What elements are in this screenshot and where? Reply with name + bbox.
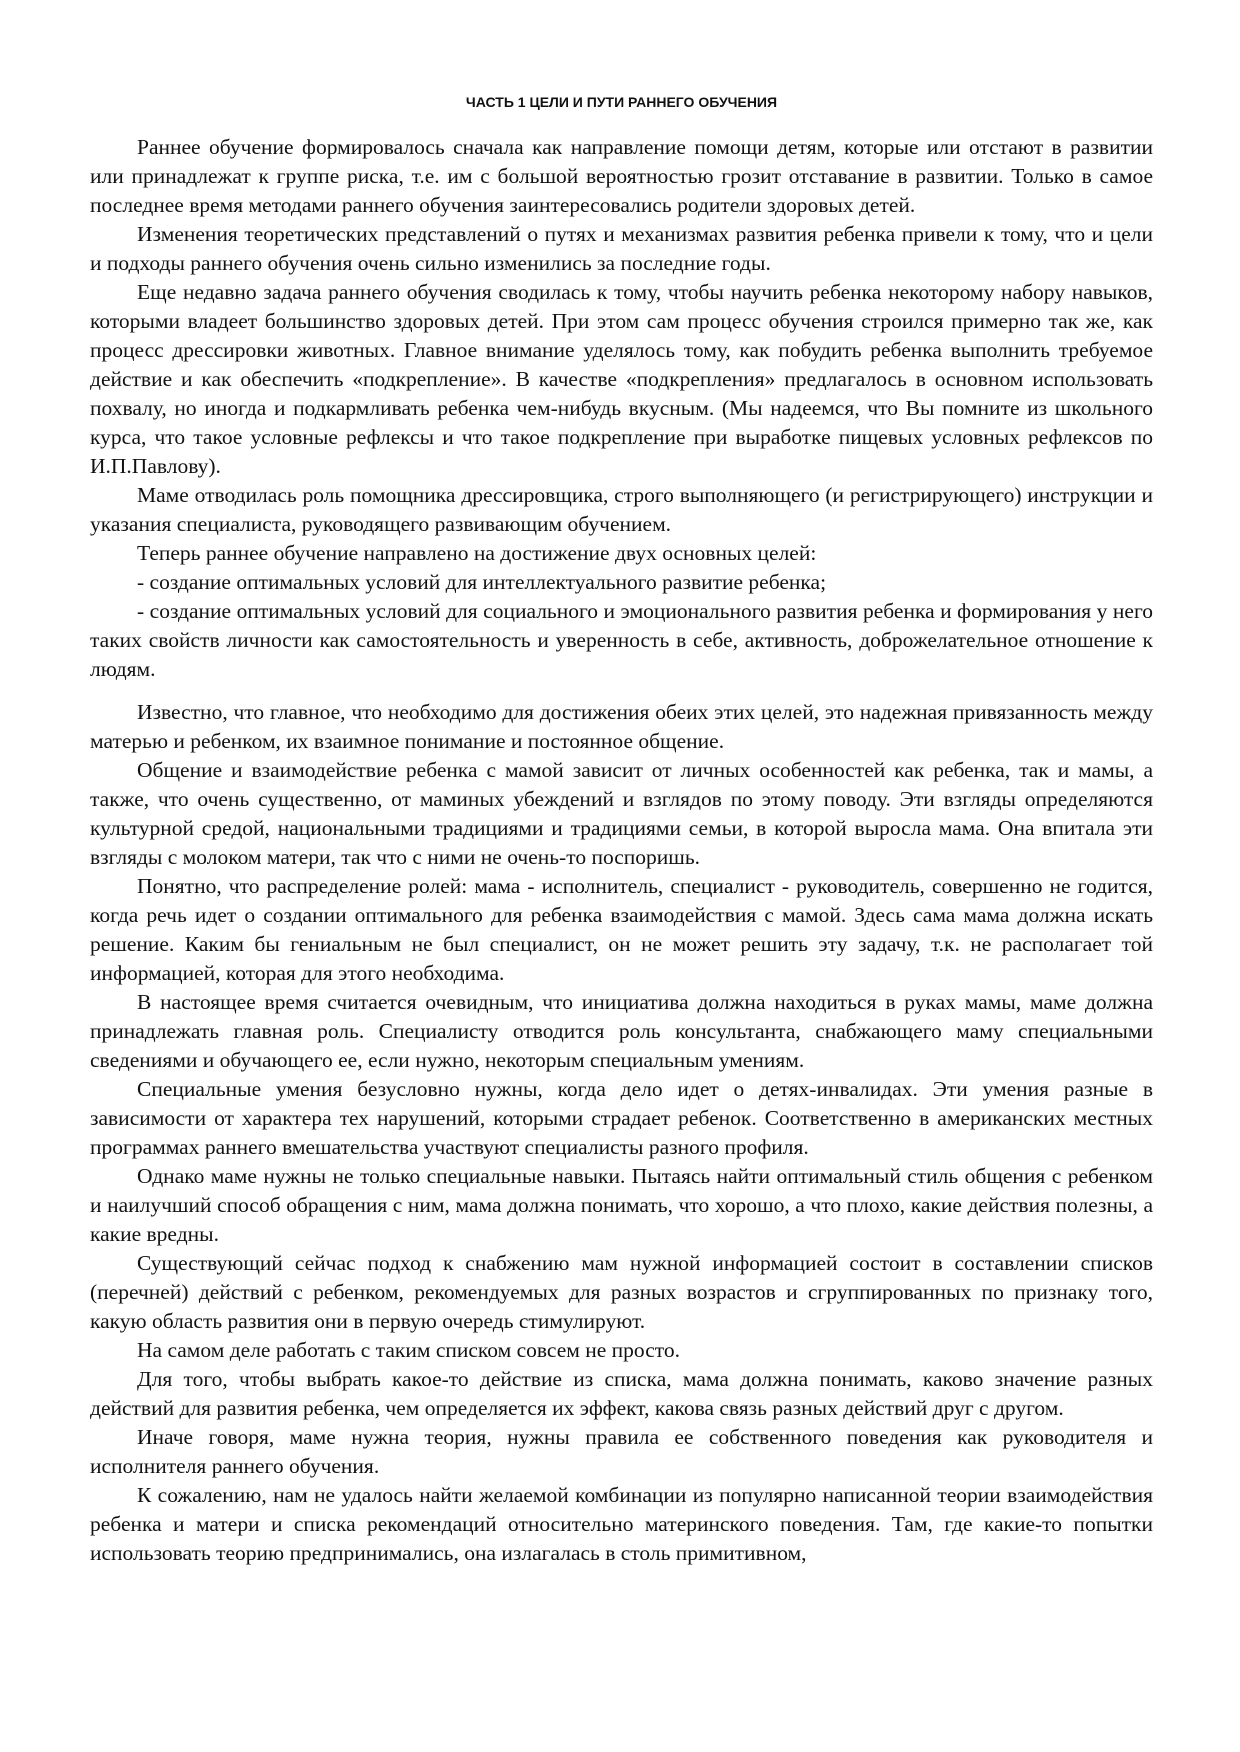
paragraph-gap xyxy=(90,684,1153,698)
list-item: - создание оптимальных условий для интеллектуального развитие ребенка; xyxy=(137,570,827,594)
paragraph: Однако маме нужны не только специальные навыки. Пытаясь найти оптимальный стиль общения с ребенком и наилучший способ обращения с ним, мама должна понимать, что хорошо, а что плохо, какие действия полезны, а какие вредны. xyxy=(90,1164,1153,1246)
paragraph: Маме отводилась роль помощника дрессировщика, строго выполняющего (и регистрирующего) инструкции и указания специалиста, руководящего развивающим обучением. xyxy=(90,483,1153,536)
paragraph: Раннее обучение формировалось сначала как направление помощи детям, которые или отстают в развитии или принадлежат к группе риска, т.е. им с большой вероятностью грозит отставание в развитии. Только в самое последнее время методами раннего обучения заинтересовались родители здоровых детей. xyxy=(90,135,1153,217)
paragraph: К сожалению, нам не удалось найти желаемой комбинации из популярно написанной теории взаимодействия ребенка и матери и списка рекомендаций относительно материнского поведения. Там, где какие-то попытки использовать теорию предпринимались, она излагалась в столь примитивном, xyxy=(90,1483,1153,1565)
paragraph: Теперь раннее обучение направлено на достижение двух основных целей: xyxy=(137,541,817,565)
paragraph: Изменения теоретических представлений о путях и механизмах развития ребенка привели к тому, что и цели и подходы раннего обучения очень сильно изменились за последние годы. xyxy=(90,222,1153,275)
list-item: - создание оптимальных условий для социального и эмоционального развития ребенка и формирования у него таких свойств личности как самостоятельность и уверенность в себе, активность, доброжелательное отношение к людям. xyxy=(90,599,1153,681)
paragraph: Понятно, что распределение ролей: мама - исполнитель, специалист - руководитель, совершенно не годится, когда речь идет о создании оптимального для ребенка взаимодействия с мамой. Здесь сама мама должна искать решение. Каким бы гениальным не был специалист, он не может решить эту задачу, т.к. не располагает той информацией, которая для этого необходима. xyxy=(90,874,1153,985)
paragraph: Иначе говоря, маме нужна теория, нужны правила ее собственного поведения как руководителя и исполнителя раннего обучения. xyxy=(90,1425,1153,1478)
paragraph: В настоящее время считается очевидным, что инициатива должна находиться в руках мамы, маме должна принадлежать главная роль. Специалисту отводится роль консультанта, снабжающего маму специальными сведениями и обучающего ее, если нужно, некоторым специальным умениям. xyxy=(90,990,1153,1072)
document-page xyxy=(90,78,1153,1568)
paragraph: Общение и взаимодействие ребенка с мамой зависит от личных особенностей как ребенка, так и мамы, а также, что очень существенно, от маминых убеждений и взглядов по этому поводу. Эти взгляды определяются культурной средой, национальными традициями и традициями семьи, в которой выросла мама. Она впитала эти взгляды с молоком матери, так что с ними не очень-то поспоришь. xyxy=(90,758,1153,869)
paragraph: Существующий сейчас подход к снабжению мам нужной информацией состоит в составлении списков (перечней) действий с ребенком, рекомендуемых для разных возрастов и сгруппированных по признаку того, какую область развития они в первую очередь стимулируют. xyxy=(90,1251,1153,1333)
paragraph: Еще недавно задача раннего обучения сводилась к тому, чтобы научить ребенка некоторому набору навыков, которыми владеет большинство здоровых детей. При этом сам процесс обучения строился примерно так же, как процесс дрессировки животных. Главное внимание уделялось тому, как побудить ребенка выполнить требуемое действие и как обеспечить «подкрепление». В качестве «подкрепления» предлагалось в основном использовать похвалу, но иногда и подкармливать ребенка чем-нибудь вкусным. (Мы надеемся, что Вы помните из школьного курса, что такое условные рефлексы и что такое подкрепление при выработке пищевых условных рефлексов по И.П.Павлову). xyxy=(90,280,1153,478)
paragraph: Известно, что главное, что необходимо для достижения обеих этих целей, это надежная привязанность между матерью и ребенком, их взаимное понимание и постоянное общение. xyxy=(90,700,1153,753)
paragraph: Специальные умения безусловно нужны, когда дело идет о детях-инвалидах. Эти умения разные в зависимости от характера тех нарушений, которыми страдает ребенок. Соответственно в американских местных программах раннего вмешательства участвуют специалисты разного профиля. xyxy=(90,1077,1153,1159)
paragraph: На самом деле работать с таким списком совсем не просто. xyxy=(137,1338,680,1362)
chapter-title: ЧАСТЬ 1 ЦЕЛИ И ПУТИ РАННЕГО ОБУЧЕНИЯ xyxy=(465,94,778,110)
paragraph: Для того, чтобы выбрать какое-то действие из списка, мама должна понимать, каково значение разных действий для развития ребенка, чем определяется их эффект, какова связь разных действий друг с другом. xyxy=(90,1367,1153,1420)
